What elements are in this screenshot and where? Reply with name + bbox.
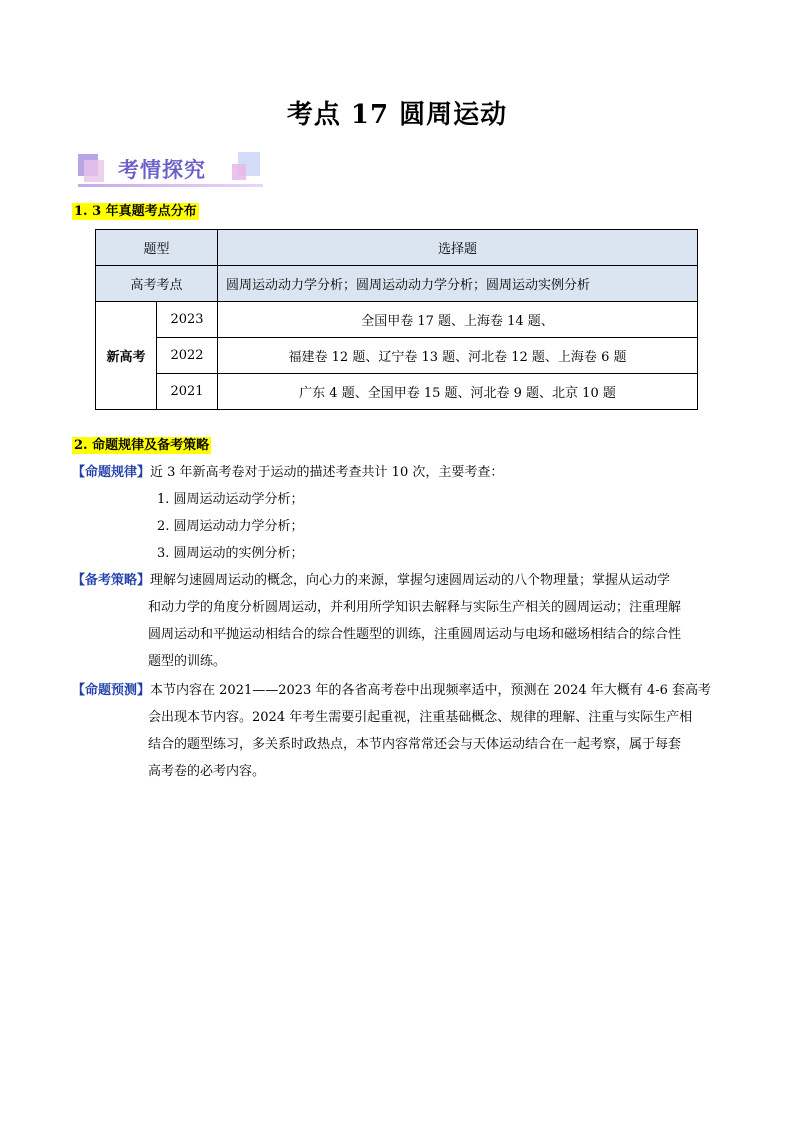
prediction-line: 会出现本节内容。2024 年考生需要引起重视，注重基础概念、规律的理解、注重与实际生产相 — [148, 710, 693, 725]
table-row — [96, 266, 698, 302]
table-row — [96, 338, 698, 374]
rules-intro: 近 3 年新高考卷对于运动的描述考查共计 10 次，主要考查： — [150, 465, 504, 480]
page-title: 考点 17 圆周运动 — [286, 100, 508, 130]
banner-decoration — [232, 164, 246, 180]
prediction-line: 高考卷的必考内容。 — [148, 764, 266, 779]
table-cell: 新高考 — [96, 302, 157, 410]
prediction-line: 结合的题型练习，多关系时政热点，本节内容常常还会与天体运动结合在一起考察，属于每套 — [148, 737, 682, 752]
prediction-line: 本节内容在 2021——2023 年的各省高考卷中出现频率适中，预测在 2024 年大概有 4-6 套高考 — [150, 683, 711, 698]
table-row — [96, 230, 698, 266]
rules-tag: 【命题规律】 — [72, 465, 151, 480]
table-row — [96, 374, 698, 410]
strategy-line: 和动力学的角度分析圆周运动，并利用所学知识去解释与实际生产相关的圆周运动；注重理解 — [148, 600, 682, 615]
table-cell: 高考考点 — [96, 266, 218, 302]
strategy-line: 题型的训练。 — [148, 654, 227, 669]
strategy-tag: 【备考策略】 — [72, 573, 151, 588]
strategy-first-line — [72, 567, 670, 594]
rules-intro-line — [72, 459, 503, 486]
table-row — [96, 302, 698, 338]
table-cell: 圆周运动动力学分析；圆周运动动力学分析；圆周运动实例分析 — [218, 266, 698, 302]
banner-underline — [78, 184, 263, 187]
table-cell: 2022 — [157, 338, 218, 374]
table-header-cell: 题型 — [96, 230, 218, 266]
section1-heading: 1. 3 年真题考点分布 — [74, 204, 197, 219]
prediction-first-line — [72, 677, 711, 704]
table-cell: 广东 4 题、全国甲卷 15 题、河北卷 9 题、北京 10 题 — [218, 374, 698, 410]
exam-distribution-table — [95, 229, 698, 410]
table-header-cell: 选择题 — [218, 230, 698, 266]
table-cell: 2021 — [157, 374, 218, 410]
section2-heading: 2. 命题规律及备考策略 — [74, 438, 210, 453]
table-cell: 全国甲卷 17 题、上海卷 14 题、 — [218, 302, 698, 338]
strategy-line: 圆周运动和平抛运动相结合的综合性题型的训练，注重圆周运动与电场和磁场相结合的综合性 — [148, 627, 682, 642]
table-cell: 福建卷 12 题、辽宁卷 13 题、河北卷 12 题、上海卷 6 题 — [218, 338, 698, 374]
banner-title: 考情探究 — [118, 158, 206, 182]
prediction-tag: 【命题预测】 — [72, 683, 151, 698]
rules-item: 2. 圆周运动动力学分析； — [157, 519, 304, 534]
rules-item: 3. 圆周运动的实例分析； — [157, 546, 304, 561]
strategy-line: 理解匀速圆周运动的概念，向心力的来源，掌握匀速圆周运动的八个物理量；掌握从运动学 — [150, 573, 671, 588]
banner-decoration — [84, 160, 104, 182]
rules-item: 1. 圆周运动运动学分析； — [157, 492, 304, 507]
table-cell: 2023 — [157, 302, 218, 338]
section-banner — [78, 152, 263, 188]
